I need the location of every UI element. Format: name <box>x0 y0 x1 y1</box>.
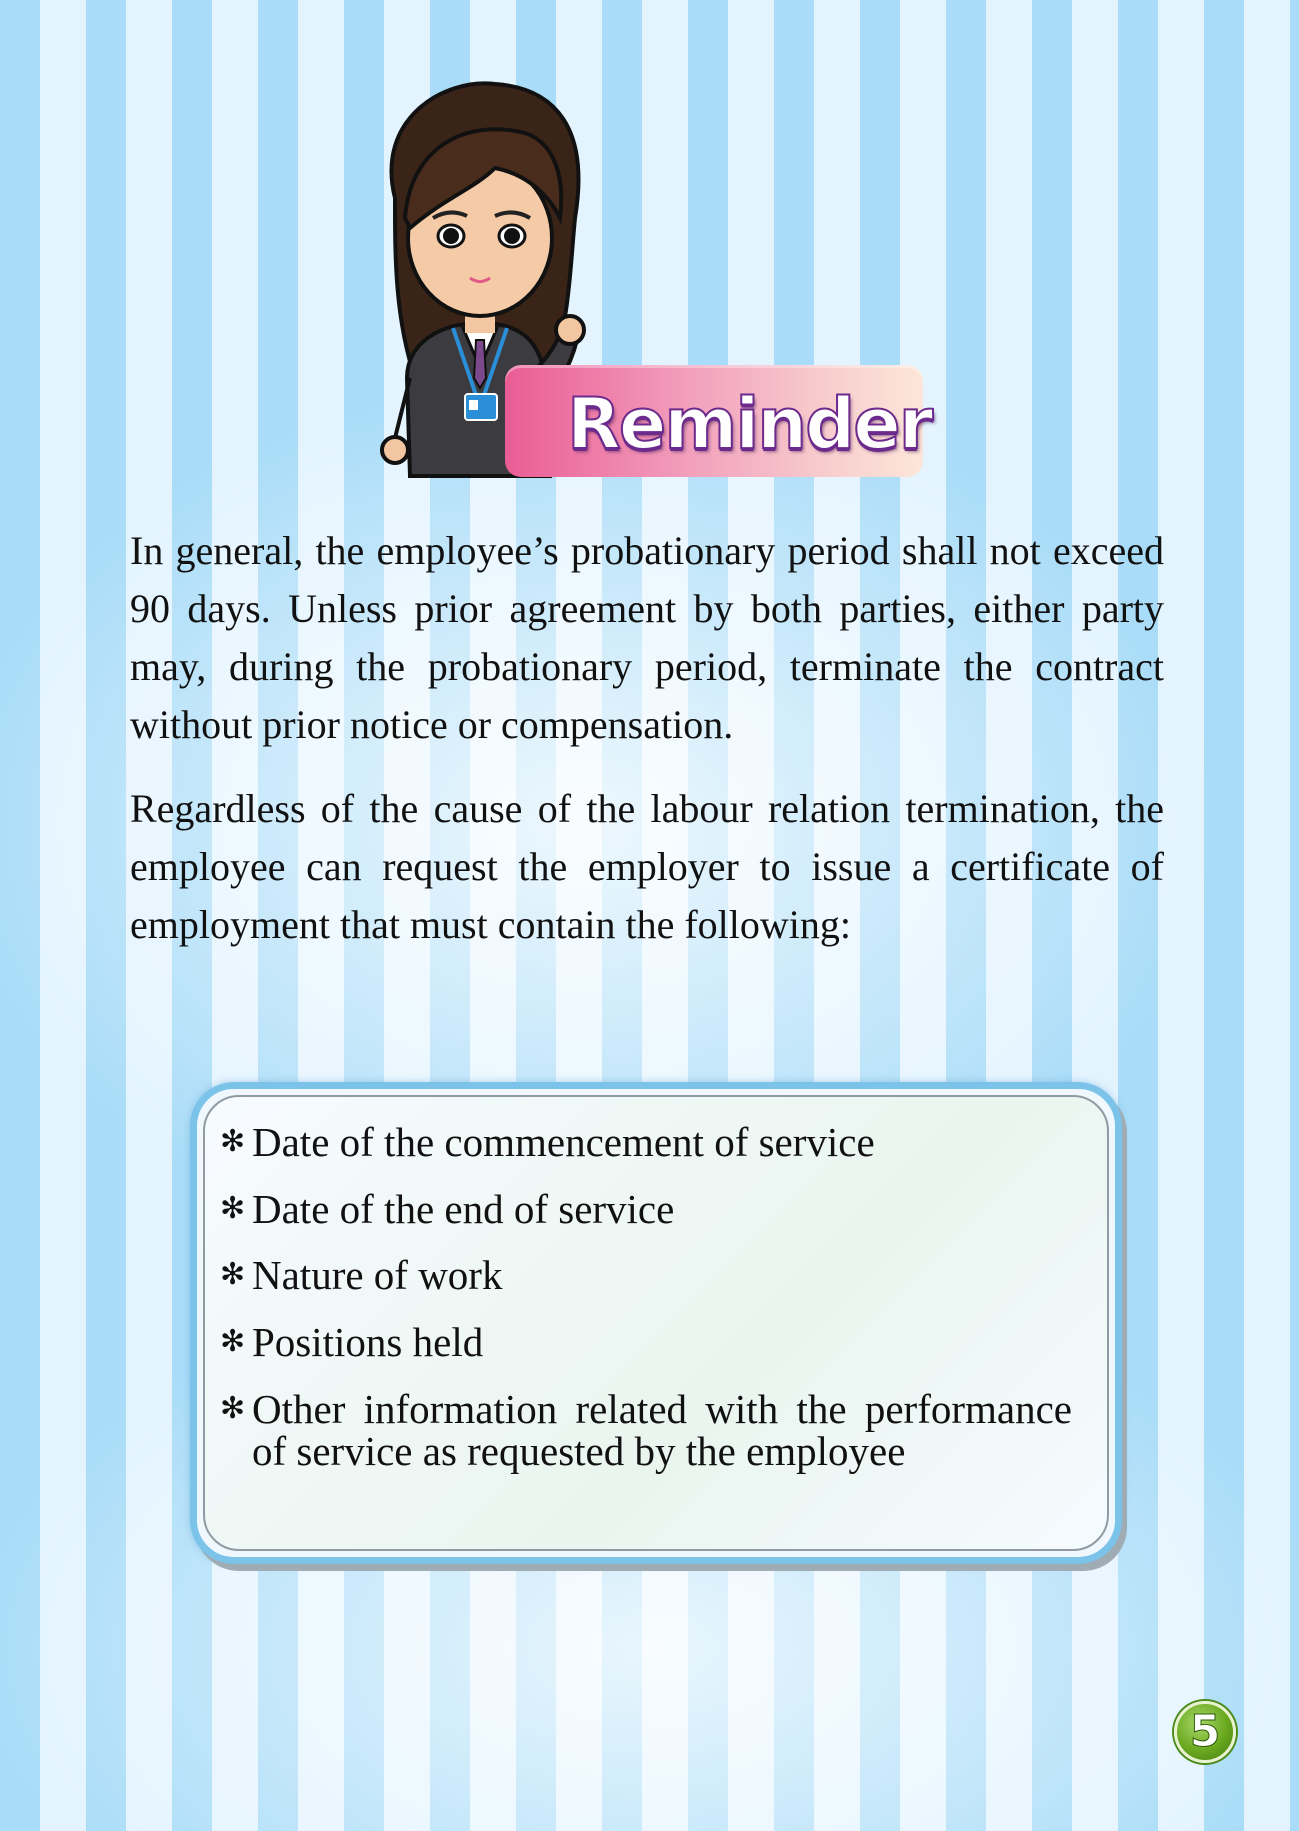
asterisk-bullet-icon: ✻ <box>220 1391 246 1426</box>
list-item-text: Nature of work <box>252 1252 503 1298</box>
list-item <box>220 1386 1072 1474</box>
list-item <box>220 1186 1072 1232</box>
list-item <box>220 1252 1072 1298</box>
asterisk-bullet-icon: ✻ <box>220 1324 246 1359</box>
probation-paragraph: In general, the employee’s probationary period shall not exceed 90 days. Unless prior agreement by both parties, either party may, during the probationary period, terminate the contract without prior notice or compensation. <box>130 528 1164 747</box>
reminder-title: Reminder <box>567 383 932 465</box>
certificate-paragraph: Regardless of the cause of the labour relation termination, the employee can request the employer to issue a certificate of employment that must contain the following: <box>130 786 1164 947</box>
list-item <box>220 1119 1072 1165</box>
asterisk-bullet-icon: ✻ <box>220 1124 246 1159</box>
list-item-text: Other information related with the performance of service as requested by the employee <box>252 1386 1072 1474</box>
page-number-badge: 5 <box>1174 1701 1236 1763</box>
asterisk-bullet-icon: ✻ <box>220 1257 246 1292</box>
list-item-text: Date of the commencement of service <box>252 1119 875 1165</box>
asterisk-bullet-icon: ✻ <box>220 1191 246 1226</box>
list-item <box>220 1319 1072 1365</box>
list-item-text: Date of the end of service <box>252 1186 675 1232</box>
list-item-text: Positions held <box>252 1319 484 1365</box>
